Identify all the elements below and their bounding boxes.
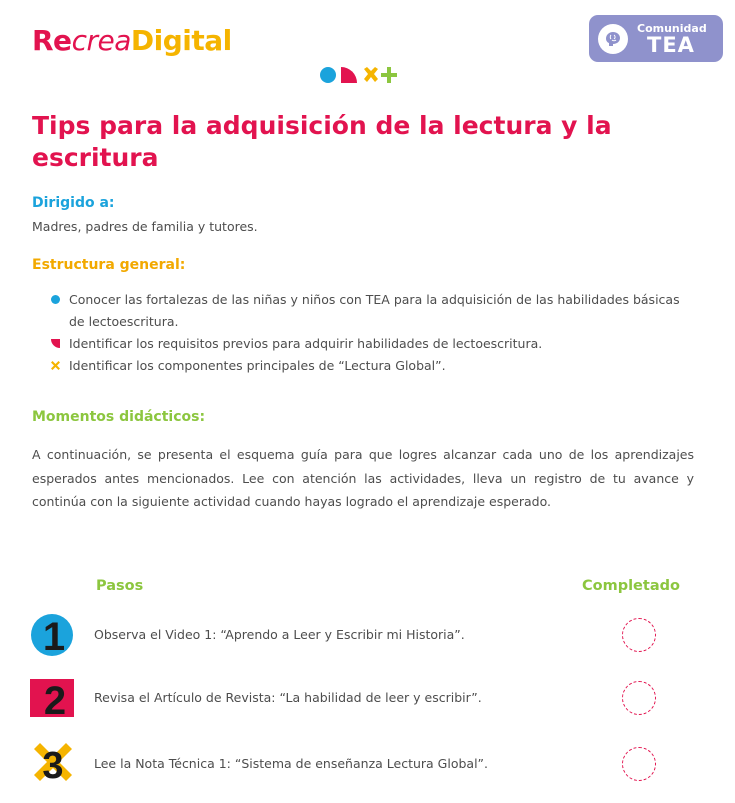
step-number-1: 1 [42, 615, 66, 658]
step-row-2 [30, 675, 710, 721]
yellow-cross-bullet-icon [50, 360, 61, 371]
step-3-complete-checkbox[interactable] [622, 747, 656, 781]
pink-quarter-shape [341, 67, 357, 83]
structure-item [50, 355, 690, 377]
logo-digital: Digital [130, 24, 232, 57]
step-1-complete-checkbox[interactable] [622, 618, 656, 652]
moments-paragraph: A continuación, se presenta el esquema guía para que logres alcanzar cada uno de los aprendizajes esperados antes mencionados. Lee con atención las actividades, lleva un registro de tu avance y continúa con la siguiente actividad cuando hayas logrado el aprendizaje esperado. [32, 447, 694, 509]
pink-quarter-bullet-icon [50, 338, 61, 349]
structure-label: Estructura general: [32, 257, 186, 273]
structure-item [50, 333, 690, 355]
step-number-3: 3 [42, 745, 64, 787]
yellow-cross-shape [364, 67, 378, 82]
audience-text: Madres, padres de familia y tutores. [32, 219, 258, 234]
brain-icon [598, 24, 628, 54]
step-number-2: 2 [43, 679, 67, 721]
steps-header: Pasos [96, 578, 144, 594]
step-number-3-icon [30, 741, 76, 787]
green-plus-shape [381, 67, 397, 83]
step-text: Revisa el Artículo de Revista: “La habilidad de leer y escribir”. [94, 690, 482, 705]
step-row-3 [30, 741, 710, 787]
structure-item [50, 289, 690, 333]
structure-item-text: Identificar los componentes principales de “Lectura Global”. [69, 358, 446, 373]
audience-label: Dirigido a: [32, 195, 115, 211]
comunidad-tea-badge [589, 15, 723, 62]
badge-tea: TEA [647, 33, 695, 57]
step-row-1 [30, 612, 710, 658]
step-text: Observa el Video 1: “Aprendo a Leer y Escribir mi Historia”. [94, 627, 465, 642]
page-title: Tips para la adquisición de la lectura y la escritura [32, 111, 612, 172]
moments-label: Momentos didácticos: [32, 409, 206, 425]
badge-comunidad: Comunidad [637, 22, 707, 35]
logo-re: Re [32, 24, 72, 57]
structure-list [50, 289, 690, 377]
structure-item-text: Identificar los requisitos previos para adquirir habilidades de lectoescritura. [69, 336, 543, 351]
completed-header: Completado [582, 578, 680, 594]
step-number-2-icon [30, 675, 76, 721]
blue-circle-shape [320, 67, 336, 83]
step-2-complete-checkbox[interactable] [622, 681, 656, 715]
step-text: Lee la Nota Técnica 1: “Sistema de enseñanza Lectura Global”. [94, 756, 488, 771]
recrea-digital-logo [32, 24, 232, 58]
step-number-1-icon [30, 612, 76, 658]
structure-item-text: Conocer las fortalezas de las niñas y niños con TEA para la adquisición de las habilidades básicas de lectoescritura. [69, 292, 680, 329]
decorative-shapes [320, 67, 410, 83]
blue-circle-bullet-icon [50, 294, 61, 305]
logo-crea: crea [71, 24, 131, 57]
